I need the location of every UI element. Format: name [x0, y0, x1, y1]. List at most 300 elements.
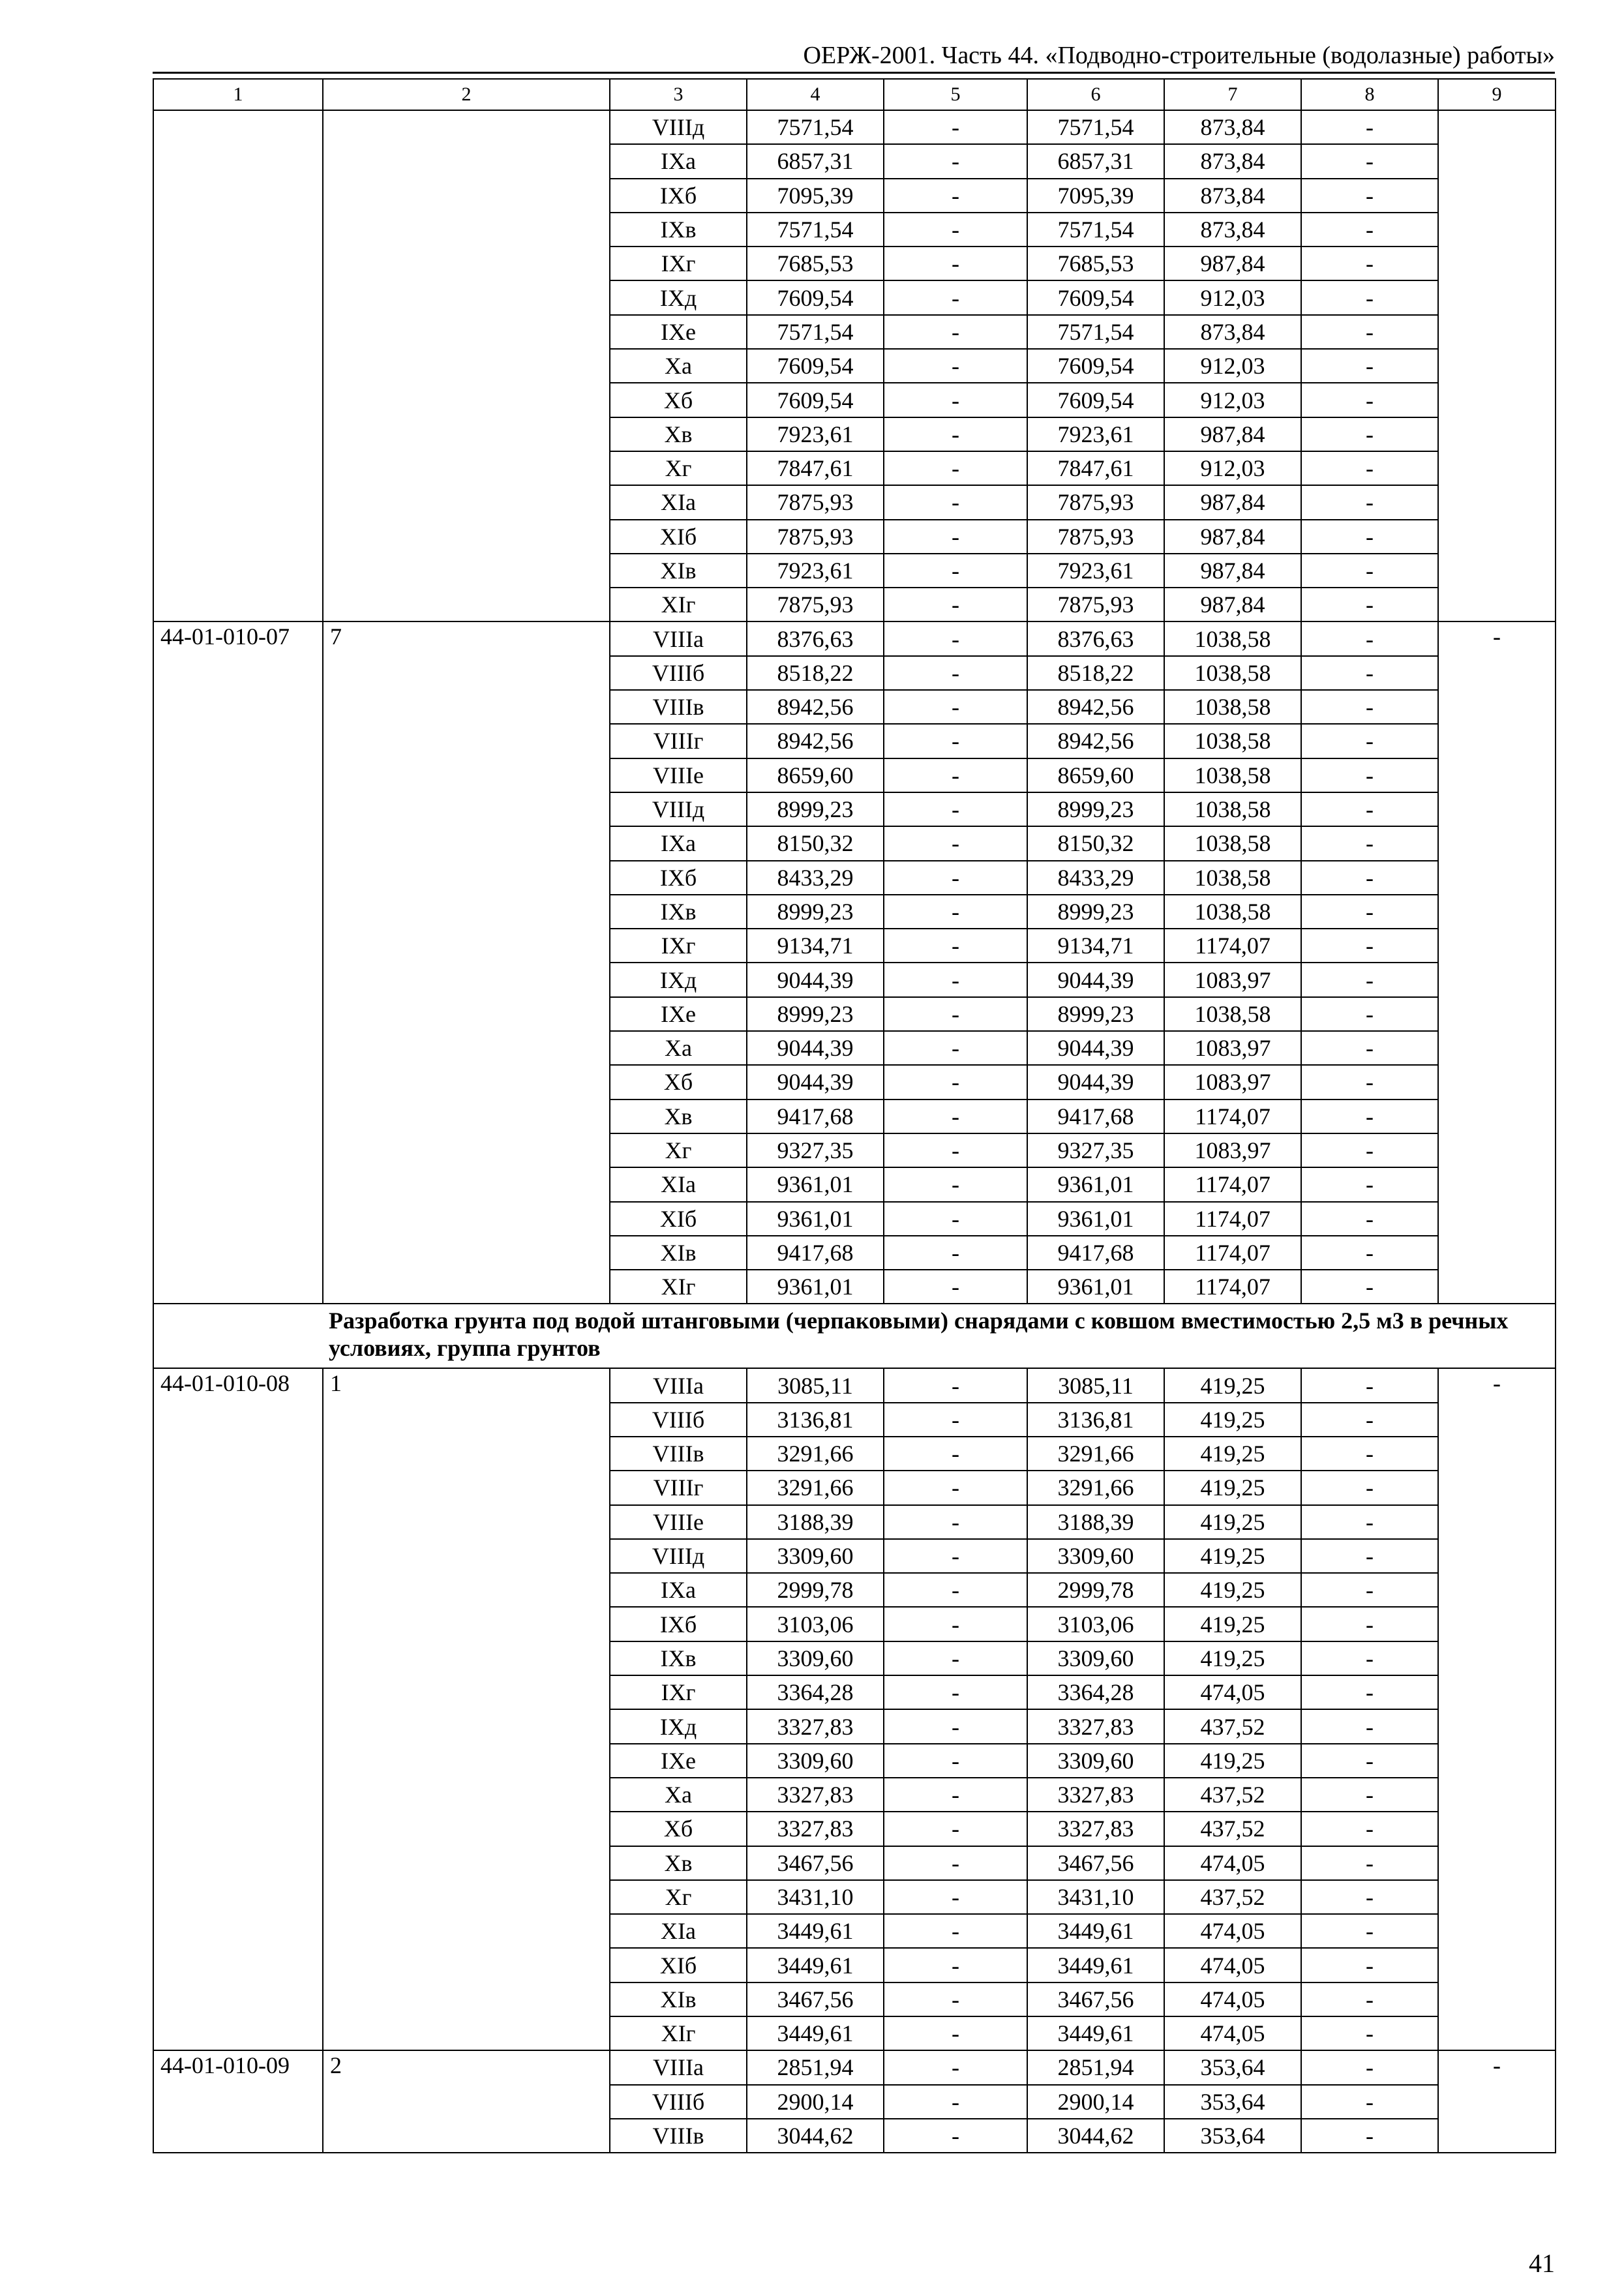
materials-cell: - [1301, 1270, 1438, 1304]
machine-operation-cell: 9327,35 [1027, 1133, 1164, 1167]
direct-cost-cell: 9417,68 [747, 1236, 884, 1270]
table-row [153, 621, 1556, 655]
direct-cost-cell: 7571,54 [747, 315, 884, 349]
operator-wages-cell: 1038,58 [1164, 997, 1301, 1031]
labor-wages-cell: - [884, 588, 1027, 621]
materials-cell: - [1301, 1709, 1438, 1743]
machine-operation-cell: 7571,54 [1027, 110, 1164, 144]
soil-category-cell: IXa [610, 1573, 747, 1607]
machine-operation-cell: 3467,56 [1027, 1846, 1164, 1880]
machine-operation-cell: 8376,63 [1027, 621, 1164, 655]
operator-wages-cell: 1174,07 [1164, 929, 1301, 963]
soil-category-cell: VIIIв [610, 690, 747, 724]
machine-operation-cell: 8942,56 [1027, 724, 1164, 758]
machine-operation-cell: 8433,29 [1027, 861, 1164, 895]
materials-cell: - [1301, 1437, 1438, 1471]
operator-wages-cell: 437,52 [1164, 1880, 1301, 1914]
norm-name-cell [323, 110, 610, 621]
direct-cost-cell: 9361,01 [747, 1202, 884, 1236]
machine-operation-cell: 8999,23 [1027, 997, 1164, 1031]
machine-operation-cell: 3103,06 [1027, 1607, 1164, 1641]
materials-cell: - [1301, 247, 1438, 280]
soil-category-cell: VIIIa [610, 621, 747, 655]
direct-cost-cell: 9417,68 [747, 1100, 884, 1133]
machine-operation-cell: 9361,01 [1027, 1270, 1164, 1304]
soil-category-cell: IXб [610, 861, 747, 895]
labor-wages-cell: - [884, 2016, 1027, 2050]
materials-cell: - [1301, 690, 1438, 724]
operator-wages-cell: 419,25 [1164, 1744, 1301, 1778]
soil-category-cell: IXe [610, 997, 747, 1031]
materials-cell: - [1301, 1202, 1438, 1236]
column-number-row [153, 79, 1556, 110]
labor-wages-cell: - [884, 1031, 1027, 1065]
labor-wages-cell: - [884, 1778, 1027, 1812]
materials-cell: - [1301, 383, 1438, 417]
column-number: 2 [323, 79, 610, 110]
soil-category-cell: IXв [610, 895, 747, 929]
labor-wages-cell: - [884, 485, 1027, 519]
column-9-cell: - [1438, 621, 1556, 1304]
materials-cell: - [1301, 417, 1438, 451]
machine-operation-cell: 3364,28 [1027, 1675, 1164, 1709]
direct-cost-cell: 2900,14 [747, 2085, 884, 2119]
labor-wages-cell: - [884, 213, 1027, 247]
materials-cell: - [1301, 213, 1438, 247]
machine-operation-cell: 8942,56 [1027, 690, 1164, 724]
soil-category-cell: XIг [610, 2016, 747, 2050]
table-row [153, 2050, 1556, 2084]
direct-cost-cell: 7875,93 [747, 588, 884, 621]
soil-category-cell: IXг [610, 247, 747, 280]
materials-cell: - [1301, 1812, 1438, 1846]
section-heading-cell [153, 1304, 1556, 1368]
operator-wages-cell: 1038,58 [1164, 826, 1301, 860]
operator-wages-cell: 1038,58 [1164, 690, 1301, 724]
labor-wages-cell: - [884, 2050, 1027, 2084]
materials-cell: - [1301, 758, 1438, 792]
soil-category-cell: IXe [610, 1744, 747, 1778]
machine-operation-cell: 3449,61 [1027, 1914, 1164, 1948]
machine-operation-cell: 3449,61 [1027, 2016, 1164, 2050]
soil-category-cell: IXд [610, 1709, 747, 1743]
direct-cost-cell: 9361,01 [747, 1270, 884, 1304]
materials-cell: - [1301, 997, 1438, 1031]
machine-operation-cell: 8999,23 [1027, 792, 1164, 826]
materials-cell: - [1301, 1744, 1438, 1778]
labor-wages-cell: - [884, 792, 1027, 826]
direct-cost-cell: 9044,39 [747, 1031, 884, 1065]
materials-cell: - [1301, 724, 1438, 758]
operator-wages-cell: 1038,58 [1164, 792, 1301, 826]
labor-wages-cell: - [884, 1270, 1027, 1304]
norm-code-cell: 44-01-010-08 [153, 1368, 323, 2050]
direct-cost-cell: 7685,53 [747, 247, 884, 280]
machine-operation-cell: 9361,01 [1027, 1202, 1164, 1236]
machine-operation-cell: 7609,54 [1027, 383, 1164, 417]
operator-wages-cell: 987,84 [1164, 588, 1301, 621]
direct-cost-cell: 7609,54 [747, 349, 884, 383]
direct-cost-cell: 3327,83 [747, 1812, 884, 1846]
labor-wages-cell: - [884, 144, 1027, 178]
materials-cell: - [1301, 792, 1438, 826]
direct-cost-cell: 3327,83 [747, 1709, 884, 1743]
soil-category-cell: Xв [610, 417, 747, 451]
labor-wages-cell: - [884, 861, 1027, 895]
soil-category-cell: XIб [610, 520, 747, 554]
soil-category-cell: VIIIa [610, 2050, 747, 2084]
direct-cost-cell: 8999,23 [747, 792, 884, 826]
operator-wages-cell: 474,05 [1164, 1914, 1301, 1948]
soil-category-cell: VIIIг [610, 1471, 747, 1504]
materials-cell: - [1301, 1982, 1438, 2016]
operator-wages-cell: 1174,07 [1164, 1100, 1301, 1133]
operator-wages-cell: 419,25 [1164, 1539, 1301, 1573]
materials-cell: - [1301, 554, 1438, 588]
labor-wages-cell: - [884, 1437, 1027, 1471]
direct-cost-cell: 8942,56 [747, 690, 884, 724]
labor-wages-cell: - [884, 1403, 1027, 1437]
labor-wages-cell: - [884, 1100, 1027, 1133]
labor-wages-cell: - [884, 724, 1027, 758]
soil-category-cell: XIa [610, 1167, 747, 1201]
machine-operation-cell: 9044,39 [1027, 963, 1164, 996]
direct-cost-cell: 3309,60 [747, 1539, 884, 1573]
operator-wages-cell: 1038,58 [1164, 758, 1301, 792]
direct-cost-cell: 3103,06 [747, 1607, 884, 1641]
machine-operation-cell: 3291,66 [1027, 1471, 1164, 1504]
materials-cell: - [1301, 2085, 1438, 2119]
soil-category-cell: IXг [610, 929, 747, 963]
materials-cell: - [1301, 1031, 1438, 1065]
direct-cost-cell: 8376,63 [747, 621, 884, 655]
column-number: 5 [884, 79, 1027, 110]
materials-cell: - [1301, 1607, 1438, 1641]
page-header: ОЕРЖ-2001. Часть 44. «Подводно-строительные (водолазные) работы» [803, 42, 1555, 69]
materials-cell: - [1301, 1368, 1438, 1402]
materials-cell: - [1301, 349, 1438, 383]
soil-category-cell: Xб [610, 383, 747, 417]
labor-wages-cell: - [884, 554, 1027, 588]
machine-operation-cell: 2851,94 [1027, 2050, 1164, 2084]
labor-wages-cell: - [884, 826, 1027, 860]
operator-wages-cell: 1038,58 [1164, 724, 1301, 758]
soil-category-cell: XIв [610, 1982, 747, 2016]
materials-cell: - [1301, 656, 1438, 690]
direct-cost-cell: 9327,35 [747, 1133, 884, 1167]
materials-cell: - [1301, 1065, 1438, 1099]
direct-cost-cell: 9134,71 [747, 929, 884, 963]
materials-cell: - [1301, 315, 1438, 349]
labor-wages-cell: - [884, 1948, 1027, 1982]
materials-cell: - [1301, 1167, 1438, 1201]
operator-wages-cell: 1083,97 [1164, 1031, 1301, 1065]
labor-wages-cell: - [884, 1641, 1027, 1675]
labor-wages-cell: - [884, 929, 1027, 963]
soil-category-cell: XIг [610, 1270, 747, 1304]
materials-cell: - [1301, 144, 1438, 178]
materials-cell: - [1301, 2119, 1438, 2153]
soil-category-cell: IXб [610, 1607, 747, 1641]
page-number: 41 [1529, 2249, 1555, 2278]
materials-cell: - [1301, 1403, 1438, 1437]
machine-operation-cell: 3085,11 [1027, 1368, 1164, 1402]
materials-cell: - [1301, 895, 1438, 929]
operator-wages-cell: 912,03 [1164, 349, 1301, 383]
machine-operation-cell: 8659,60 [1027, 758, 1164, 792]
materials-cell: - [1301, 2016, 1438, 2050]
direct-cost-cell: 3431,10 [747, 1880, 884, 1914]
labor-wages-cell: - [884, 1368, 1027, 1402]
norm-code-cell [153, 110, 323, 621]
soil-category-cell: IXa [610, 144, 747, 178]
soil-category-cell: Xв [610, 1846, 747, 1880]
operator-wages-cell: 873,84 [1164, 213, 1301, 247]
direct-cost-cell: 3449,61 [747, 1914, 884, 1948]
operator-wages-cell: 419,25 [1164, 1471, 1301, 1504]
materials-cell: - [1301, 588, 1438, 621]
machine-operation-cell: 3327,83 [1027, 1812, 1164, 1846]
soil-category-cell: Xб [610, 1065, 747, 1099]
soil-category-cell: IXд [610, 963, 747, 996]
operator-wages-cell: 1174,07 [1164, 1167, 1301, 1201]
direct-cost-cell: 3364,28 [747, 1675, 884, 1709]
operator-wages-cell: 873,84 [1164, 144, 1301, 178]
direct-cost-cell: 3136,81 [747, 1403, 884, 1437]
soil-category-cell: VIIIг [610, 724, 747, 758]
labor-wages-cell: - [884, 656, 1027, 690]
machine-operation-cell: 8150,32 [1027, 826, 1164, 860]
column-number: 3 [610, 79, 747, 110]
materials-cell: - [1301, 1100, 1438, 1133]
operator-wages-cell: 912,03 [1164, 451, 1301, 485]
operator-wages-cell: 353,64 [1164, 2085, 1301, 2119]
labor-wages-cell: - [884, 1982, 1027, 2016]
direct-cost-cell: 8659,60 [747, 758, 884, 792]
soil-category-cell: XIв [610, 554, 747, 588]
labor-wages-cell: - [884, 621, 1027, 655]
machine-operation-cell: 3309,60 [1027, 1539, 1164, 1573]
machine-operation-cell: 7923,61 [1027, 417, 1164, 451]
direct-cost-cell: 7609,54 [747, 383, 884, 417]
direct-cost-cell: 6857,31 [747, 144, 884, 178]
norm-name-cell: 2 [323, 2050, 610, 2153]
machine-operation-cell: 9044,39 [1027, 1031, 1164, 1065]
operator-wages-cell: 1083,97 [1164, 1065, 1301, 1099]
direct-cost-cell: 7875,93 [747, 520, 884, 554]
labor-wages-cell: - [884, 417, 1027, 451]
labor-wages-cell: - [884, 1167, 1027, 1201]
operator-wages-cell: 1174,07 [1164, 1202, 1301, 1236]
labor-wages-cell: - [884, 2085, 1027, 2119]
direct-cost-cell: 9361,01 [747, 1167, 884, 1201]
soil-category-cell: Xг [610, 451, 747, 485]
soil-category-cell: IXв [610, 1641, 747, 1675]
machine-operation-cell: 7875,93 [1027, 588, 1164, 621]
operator-wages-cell: 353,64 [1164, 2119, 1301, 2153]
machine-operation-cell: 3291,66 [1027, 1437, 1164, 1471]
direct-cost-cell: 7095,39 [747, 179, 884, 213]
machine-operation-cell: 3309,60 [1027, 1744, 1164, 1778]
machine-operation-cell: 6857,31 [1027, 144, 1164, 178]
operator-wages-cell: 987,84 [1164, 520, 1301, 554]
materials-cell: - [1301, 1505, 1438, 1539]
labor-wages-cell: - [884, 1914, 1027, 1948]
materials-cell: - [1301, 179, 1438, 213]
labor-wages-cell: - [884, 1539, 1027, 1573]
labor-wages-cell: - [884, 179, 1027, 213]
soil-category-cell: IXe [610, 315, 747, 349]
labor-wages-cell: - [884, 690, 1027, 724]
labor-wages-cell: - [884, 2119, 1027, 2153]
machine-operation-cell: 7609,54 [1027, 349, 1164, 383]
labor-wages-cell: - [884, 1846, 1027, 1880]
operator-wages-cell: 1038,58 [1164, 895, 1301, 929]
norm-name-cell: 7 [323, 621, 610, 1304]
column-number: 8 [1301, 79, 1438, 110]
norm-name-cell: 1 [323, 1368, 610, 2050]
labor-wages-cell: - [884, 758, 1027, 792]
direct-cost-cell: 9044,39 [747, 1065, 884, 1099]
operator-wages-cell: 1038,58 [1164, 861, 1301, 895]
labor-wages-cell: - [884, 1675, 1027, 1709]
machine-operation-cell: 3467,56 [1027, 1982, 1164, 2016]
soil-category-cell: Xa [610, 1031, 747, 1065]
soil-category-cell: VIIIe [610, 758, 747, 792]
soil-category-cell: VIIIд [610, 110, 747, 144]
materials-cell: - [1301, 280, 1438, 314]
machine-operation-cell: 7609,54 [1027, 280, 1164, 314]
operator-wages-cell: 987,84 [1164, 417, 1301, 451]
direct-cost-cell: 8999,23 [747, 997, 884, 1031]
machine-operation-cell: 7875,93 [1027, 485, 1164, 519]
soil-category-cell: XIa [610, 485, 747, 519]
direct-cost-cell: 8518,22 [747, 656, 884, 690]
soil-category-cell: XIв [610, 1236, 747, 1270]
direct-cost-cell: 3327,83 [747, 1778, 884, 1812]
column-number: 4 [747, 79, 884, 110]
operator-wages-cell: 419,25 [1164, 1641, 1301, 1675]
direct-cost-cell: 8150,32 [747, 826, 884, 860]
labor-wages-cell: - [884, 1573, 1027, 1607]
labor-wages-cell: - [884, 1236, 1027, 1270]
machine-operation-cell: 7685,53 [1027, 247, 1164, 280]
materials-cell: - [1301, 1914, 1438, 1948]
materials-cell: - [1301, 1539, 1438, 1573]
labor-wages-cell: - [884, 1133, 1027, 1167]
column-number: 9 [1438, 79, 1556, 110]
operator-wages-cell: 419,25 [1164, 1403, 1301, 1437]
soil-category-cell: Xг [610, 1133, 747, 1167]
materials-cell: - [1301, 929, 1438, 963]
operator-wages-cell: 419,25 [1164, 1607, 1301, 1641]
operator-wages-cell: 912,03 [1164, 383, 1301, 417]
materials-cell: - [1301, 485, 1438, 519]
soil-category-cell: Xв [610, 1100, 747, 1133]
header-rule [153, 72, 1555, 74]
materials-cell: - [1301, 1880, 1438, 1914]
direct-cost-cell: 7923,61 [747, 417, 884, 451]
direct-cost-cell: 3291,66 [747, 1471, 884, 1504]
soil-category-cell: VIIIб [610, 1403, 747, 1437]
operator-wages-cell: 1083,97 [1164, 1133, 1301, 1167]
soil-category-cell: VIIIб [610, 2085, 747, 2119]
soil-category-cell: IXб [610, 179, 747, 213]
direct-cost-cell: 3449,61 [747, 2016, 884, 2050]
column-9-cell [1438, 110, 1556, 621]
materials-cell: - [1301, 621, 1438, 655]
labor-wages-cell: - [884, 895, 1027, 929]
labor-wages-cell: - [884, 1880, 1027, 1914]
direct-cost-cell: 2999,78 [747, 1573, 884, 1607]
section-heading-row [153, 1304, 1556, 1368]
materials-cell: - [1301, 451, 1438, 485]
materials-cell: - [1301, 1471, 1438, 1504]
soil-category-cell: Xa [610, 349, 747, 383]
soil-category-cell: Xб [610, 1812, 747, 1846]
materials-cell: - [1301, 861, 1438, 895]
column-9-cell: - [1438, 2050, 1556, 2153]
direct-cost-cell: 7571,54 [747, 110, 884, 144]
soil-category-cell: VIIIe [610, 1505, 747, 1539]
operator-wages-cell: 419,25 [1164, 1505, 1301, 1539]
machine-operation-cell: 9134,71 [1027, 929, 1164, 963]
soil-category-cell: VIIIд [610, 1539, 747, 1573]
materials-cell: - [1301, 1948, 1438, 1982]
operator-wages-cell: 987,84 [1164, 554, 1301, 588]
machine-operation-cell: 9361,01 [1027, 1167, 1164, 1201]
direct-cost-cell: 3291,66 [747, 1437, 884, 1471]
labor-wages-cell: - [884, 997, 1027, 1031]
direct-cost-cell: 3467,56 [747, 1846, 884, 1880]
section-heading: Разработка грунта под водой штанговыми (черпаковыми) снарядами с ковшом вместимостью 2,5 м3 в речных условиях, группа грунтов [329, 1308, 1509, 1362]
operator-wages-cell: 353,64 [1164, 2050, 1301, 2084]
operator-wages-cell: 1174,07 [1164, 1270, 1301, 1304]
direct-cost-cell: 7923,61 [747, 554, 884, 588]
machine-operation-cell: 7875,93 [1027, 520, 1164, 554]
soil-category-cell: XIг [610, 588, 747, 621]
direct-cost-cell: 7571,54 [747, 213, 884, 247]
machine-operation-cell: 9417,68 [1027, 1236, 1164, 1270]
direct-cost-cell: 2851,94 [747, 2050, 884, 2084]
labor-wages-cell: - [884, 247, 1027, 280]
labor-wages-cell: - [884, 451, 1027, 485]
direct-cost-cell: 3467,56 [747, 1982, 884, 2016]
operator-wages-cell: 1038,58 [1164, 656, 1301, 690]
materials-cell: - [1301, 1573, 1438, 1607]
machine-operation-cell: 3431,10 [1027, 1880, 1164, 1914]
operator-wages-cell: 474,05 [1164, 1982, 1301, 2016]
operator-wages-cell: 873,84 [1164, 110, 1301, 144]
direct-cost-cell: 7609,54 [747, 280, 884, 314]
soil-category-cell: VIIIд [610, 792, 747, 826]
operator-wages-cell: 987,84 [1164, 247, 1301, 280]
direct-cost-cell: 7875,93 [747, 485, 884, 519]
column-number: 1 [153, 79, 323, 110]
machine-operation-cell: 7923,61 [1027, 554, 1164, 588]
labor-wages-cell: - [884, 1607, 1027, 1641]
operator-wages-cell: 873,84 [1164, 179, 1301, 213]
direct-cost-cell: 3085,11 [747, 1368, 884, 1402]
labor-wages-cell: - [884, 349, 1027, 383]
soil-category-cell: VIIIa [610, 1368, 747, 1402]
machine-operation-cell: 3188,39 [1027, 1505, 1164, 1539]
soil-category-cell: XIб [610, 1202, 747, 1236]
machine-operation-cell: 2999,78 [1027, 1573, 1164, 1607]
machine-operation-cell: 3327,83 [1027, 1778, 1164, 1812]
operator-wages-cell: 987,84 [1164, 485, 1301, 519]
direct-cost-cell: 3188,39 [747, 1505, 884, 1539]
